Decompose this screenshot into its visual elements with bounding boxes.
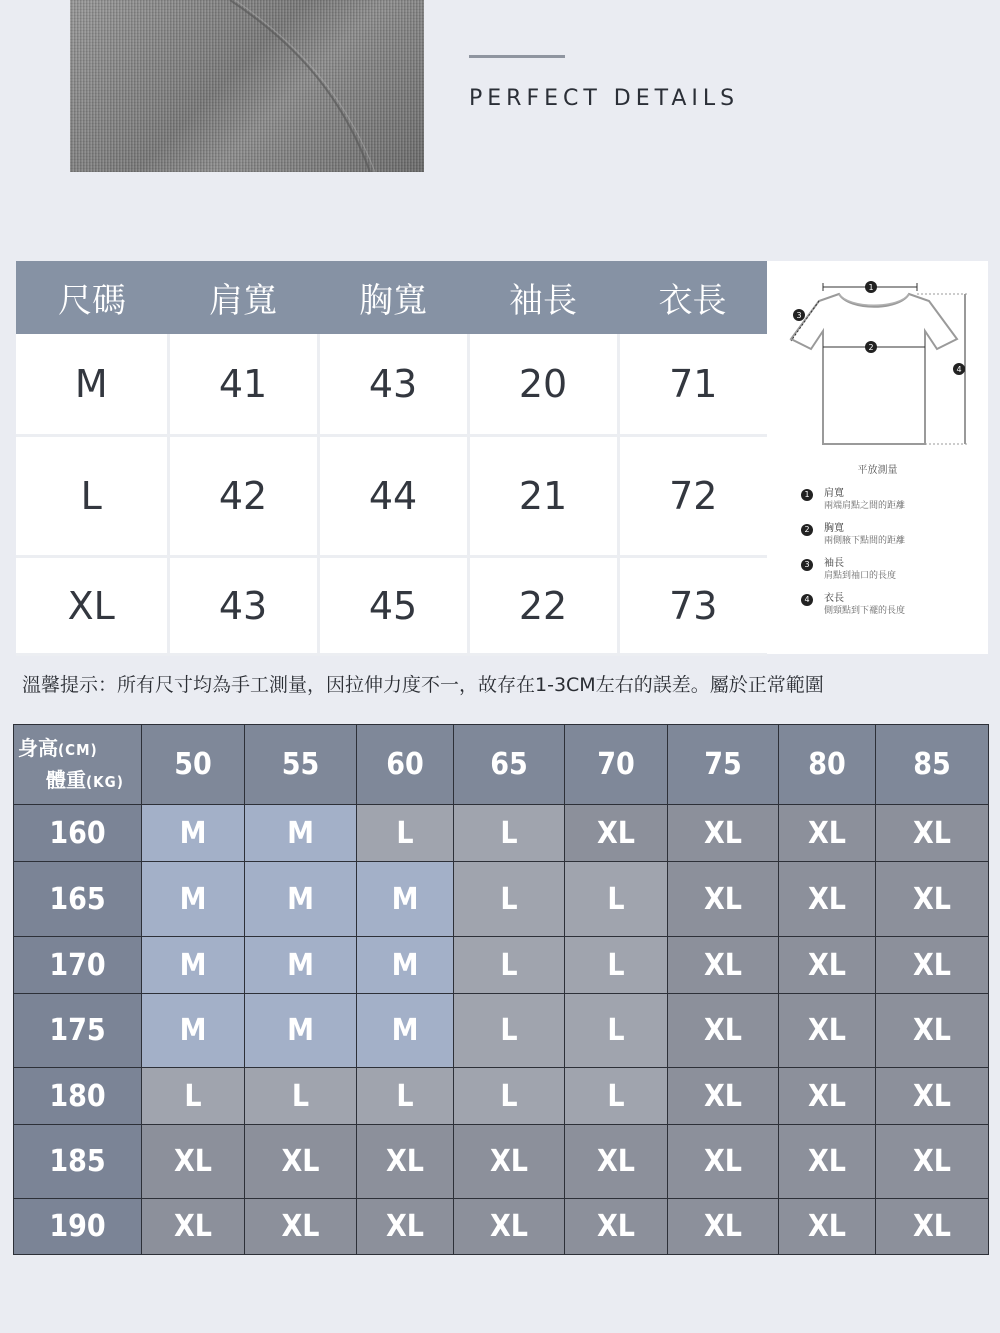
size-recommendation-cell: L: [245, 1068, 357, 1125]
table-row: [16, 334, 767, 436]
corner-height-unit: (CM): [58, 740, 98, 759]
title-rule: [469, 55, 565, 58]
weight-header: 50: [142, 725, 245, 805]
corner-weight-label: 體重: [46, 767, 86, 792]
size-recommendation-cell: L: [454, 1068, 565, 1125]
size-recommendation-cell: XL: [779, 994, 876, 1068]
size-recommendation-cell: XL: [876, 1125, 989, 1199]
size-cell: 43: [168, 557, 318, 655]
size-cell: 42: [168, 436, 318, 557]
size-recommendation-cell: XL: [245, 1125, 357, 1199]
height-label: 170: [14, 937, 142, 994]
size-recommendation-cell: L: [565, 862, 668, 937]
size-recommendation-cell: XL: [779, 1125, 876, 1199]
weight-header: 55: [245, 725, 357, 805]
size-recommendation-cell: M: [245, 805, 357, 862]
size-recommendation-cell: M: [357, 994, 454, 1068]
size-recommendation-cell: L: [357, 1068, 454, 1125]
size-recommendation-cell: XL: [779, 1199, 876, 1255]
corner-weight-unit: (KG): [86, 772, 124, 791]
legend-desc: 兩側腋下點間的距離: [824, 536, 906, 546]
grid-row: [14, 805, 989, 862]
size-cell: 45: [318, 557, 468, 655]
size-header-sleeve: 袖長: [468, 261, 618, 334]
tshirt-diagram-icon: [767, 261, 988, 456]
height-label: 160: [14, 805, 142, 862]
size-recommendation-cell: XL: [245, 1199, 357, 1255]
size-recommendation-cell: XL: [668, 994, 779, 1068]
height-label: 165: [14, 862, 142, 937]
size-recommendation-cell: L: [454, 994, 565, 1068]
size-header-size: 尺碼: [16, 261, 168, 334]
size-recommendation-cell: XL: [565, 1199, 668, 1255]
grid-row: [14, 862, 989, 937]
size-cell: 22: [468, 557, 618, 655]
size-recommendation-cell: XL: [565, 1125, 668, 1199]
size-recommendation-cell: XL: [668, 937, 779, 994]
fabric-closeup-image: [70, 0, 424, 172]
size-recommendation-cell: XL: [876, 805, 989, 862]
size-measurement-table: [16, 261, 767, 656]
marker-2: 2: [868, 343, 874, 352]
table-row: [16, 557, 767, 655]
weight-header: 75: [668, 725, 779, 805]
legend-number: 2: [801, 524, 813, 536]
size-recommendation-cell: L: [454, 805, 565, 862]
size-recommendation-cell: M: [357, 937, 454, 994]
size-cell: 72: [618, 436, 767, 557]
height-label: 185: [14, 1125, 142, 1199]
corner-height-label: 身高: [18, 735, 58, 760]
height-label: 175: [14, 994, 142, 1068]
legend-item: [767, 523, 988, 549]
legend-title-sleeve: 袖長: [824, 558, 844, 569]
legend-item: [767, 488, 988, 514]
size-recommendation-cell: L: [565, 994, 668, 1068]
size-recommendation-cell: XL: [779, 805, 876, 862]
size-recommendation-cell: M: [142, 862, 245, 937]
legend-title-shoulder: 肩寬: [824, 488, 844, 499]
size-recommendation-cell: XL: [357, 1199, 454, 1255]
measurement-legend: [767, 461, 988, 628]
size-cell: 71: [618, 334, 767, 436]
size-recommendation-cell: L: [565, 1068, 668, 1125]
size-cell: 73: [618, 557, 767, 655]
size-recommendation-cell: L: [565, 937, 668, 994]
size-recommendation-cell: XL: [668, 1199, 779, 1255]
size-recommendation-cell: M: [245, 937, 357, 994]
height-label: 190: [14, 1199, 142, 1255]
grid-row: [14, 994, 989, 1068]
weight-header: 85: [876, 725, 989, 805]
legend-desc: 兩端肩點之間的距離: [824, 501, 906, 511]
size-recommendation-cell: M: [245, 994, 357, 1068]
size-recommendation-cell: XL: [876, 994, 989, 1068]
size-cell: XL: [16, 557, 168, 655]
grid-body: [14, 805, 989, 1255]
size-recommendation-cell: XL: [454, 1199, 565, 1255]
size-recommendation-cell: XL: [876, 937, 989, 994]
tagline: PERFECT DETAILS: [469, 86, 740, 111]
size-recommendation-cell: XL: [142, 1125, 245, 1199]
table-row: [16, 436, 767, 557]
size-recommendation-cell: M: [142, 937, 245, 994]
legend-desc: 側頸點到下襬的長度: [824, 606, 906, 616]
size-cell: 20: [468, 334, 618, 436]
size-recommendation-cell: XL: [357, 1125, 454, 1199]
marker-4: 4: [956, 365, 962, 374]
legend-item: [767, 593, 988, 619]
size-recommendation-cell: XL: [876, 1199, 989, 1255]
weight-header: 60: [357, 725, 454, 805]
size-recommendation-cell: XL: [876, 1068, 989, 1125]
size-recommendation-cell: XL: [779, 862, 876, 937]
size-recommendation-cell: M: [142, 805, 245, 862]
size-recommendation-cell: L: [142, 1068, 245, 1125]
size-recommendation-cell: XL: [668, 1068, 779, 1125]
size-header-chest: 胸寬: [318, 261, 468, 334]
size-recommendation-cell: XL: [876, 862, 989, 937]
size-cell: L: [16, 436, 168, 557]
size-cell: 44: [318, 436, 468, 557]
size-recommendation-cell: L: [454, 862, 565, 937]
legend-number: 4: [801, 594, 813, 606]
marker-3: 3: [796, 311, 802, 320]
size-recommendation-cell: M: [357, 862, 454, 937]
size-recommendation-cell: XL: [142, 1199, 245, 1255]
size-recommendation-cell: M: [142, 994, 245, 1068]
size-cell: M: [16, 334, 168, 436]
size-recommendation-cell: XL: [779, 937, 876, 994]
legend-number: 3: [801, 559, 813, 571]
size-recommendation-cell: M: [245, 862, 357, 937]
height-label: 180: [14, 1068, 142, 1125]
legend-number: 1: [801, 489, 813, 501]
size-header-length: 衣長: [618, 261, 767, 334]
size-recommendation-cell: L: [357, 805, 454, 862]
measurement-tip: 溫馨提示：所有尺寸均為手工測量，因拉伸力度不一，故存在1-3CM左右的誤差。屬於正常範圍: [22, 674, 824, 696]
grid-row: [14, 1199, 989, 1255]
weight-header: 70: [565, 725, 668, 805]
legend-title-length: 衣長: [824, 593, 844, 604]
legend-item: [767, 558, 988, 584]
measurement-diagram: [767, 261, 988, 654]
size-cell: 41: [168, 334, 318, 436]
weight-header: 65: [454, 725, 565, 805]
size-recommendation-cell: XL: [565, 805, 668, 862]
weight-header: 80: [779, 725, 876, 805]
legend-title-chest: 胸寬: [824, 523, 844, 534]
size-cell: 43: [318, 334, 468, 436]
legend-title: 平放測量: [857, 465, 898, 476]
grid-row: [14, 1125, 989, 1199]
size-cell: 21: [468, 436, 618, 557]
size-recommendation-cell: XL: [668, 805, 779, 862]
height-weight-size-grid: [13, 724, 989, 1255]
size-recommendation-cell: XL: [668, 862, 779, 937]
grid-corner-label: [14, 725, 142, 805]
legend-desc: 肩點到袖口的長度: [824, 571, 897, 581]
size-header-shoulder: 肩寬: [168, 261, 318, 334]
size-recommendation-cell: XL: [668, 1125, 779, 1199]
size-recommendation-cell: XL: [779, 1068, 876, 1125]
size-recommendation-cell: L: [454, 937, 565, 994]
grid-row: [14, 1068, 989, 1125]
size-recommendation-cell: XL: [454, 1125, 565, 1199]
grid-row: [14, 937, 989, 994]
marker-1: 1: [868, 283, 874, 292]
